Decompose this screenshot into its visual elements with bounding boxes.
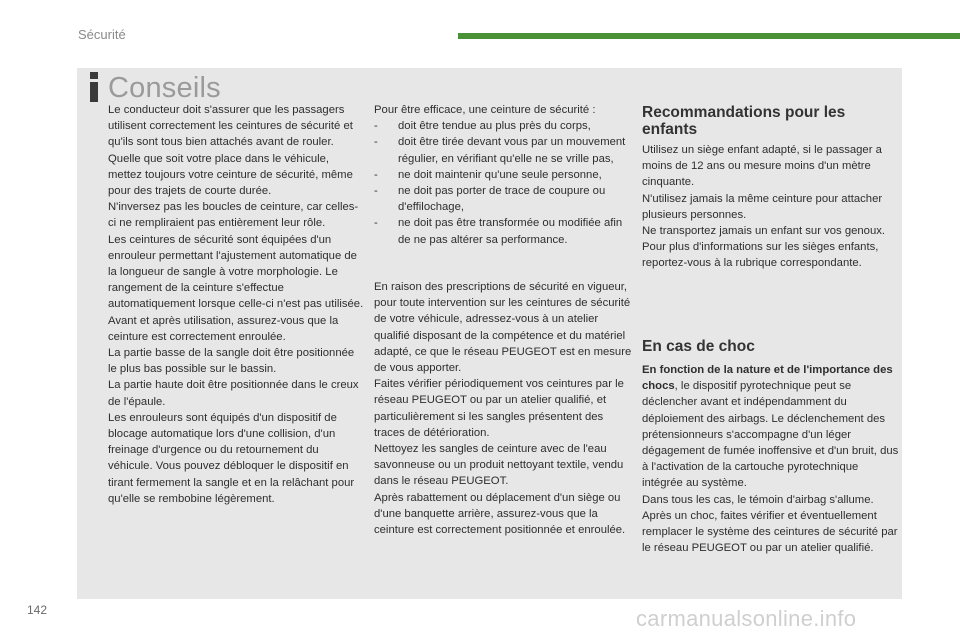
paragraph: Faites vérifier périodiquement vos ceintures par le réseau PEUGEOT ou par un atelier qualifié, et particulièrement si les sangles présentent des traces de détérioration. — [374, 378, 624, 439]
bold-lead: En fonction de la nature et de l'importance des chocs — [642, 364, 893, 393]
paragraph: N'utilisez jamais la même ceinture pour attacher plusieurs personnes. — [642, 192, 883, 221]
paragraph: Dans tous les cas, le témoin d'airbag s'allume. — [642, 493, 874, 506]
paragraph: N'inversez pas les boucles de ceinture, car celles-ci ne rempliraient pas entièrement leur rôle. — [108, 201, 359, 230]
paragraph: Avant et après utilisation, assurez-vous que la ceinture est correctement enroulée. — [108, 314, 339, 343]
list-item: - ne doit pas être transformée ou modifiée afin de ne pas altérer sa performance. — [374, 215, 632, 247]
heading-children: Recommandations pour les enfants — [642, 104, 846, 138]
info-icon — [87, 72, 101, 102]
paragraph: Nettoyez les sangles de ceinture avec de l'eau savonneuse ou un produit nettoyant textile, vendu dans le réseau PEUGEOT. — [374, 443, 624, 488]
list-item: - ne doit pas porter de trace de coupure ou d'effilochage, — [374, 183, 632, 215]
info-icon-stem — [90, 82, 98, 102]
column-belt-requirements — [374, 102, 632, 248]
column-crash — [642, 362, 900, 556]
paragraph: Après un choc, faites vérifier et éventuellement remplacer le système des ceintures de sécurité par le réseau PEUGEOT ou par un atelier qualifié. — [642, 509, 898, 555]
watermark: carmanualsonline.info — [636, 606, 857, 631]
page-number: 142 — [27, 603, 48, 617]
list-item: - ne doit maintenir qu'une seule personne, — [374, 167, 632, 183]
info-icon-dot — [90, 72, 98, 79]
paragraph: Les enrouleurs sont équipés d'un dispositif de blocage automatique lors d'une collision, d'un freinage d'urgence ou du retournement du véhicule. Vous pouvez débloquer le dispositif en tirant fermement la sangle et en la relâchant pour qu'elle se rembobine légèrement. — [108, 411, 355, 505]
requirements-list — [374, 118, 632, 248]
section-title: Sécurité — [78, 27, 126, 42]
panel-title: Conseils — [108, 72, 221, 104]
paragraph: Les ceintures de sécurité sont équipées d'un enrouleur permettant l'ajustement automatique de la longueur de sangle à votre morphologie. Le rangement de la ceinture s'effectue automatiquement lorsque celle-ci n'est pas utilisée. — [108, 233, 364, 311]
lead-rest: , le dispositif pyrotechnique peut se déclencher avant et indépendamment du déploiement des airbags. Le déclenchement des prétensionneurs s'accompagne d'un léger dégagement de fumée inoffensive et d'un bruit, dus à l'activation de la cartouche pyrotechnique intégrée au système. — [642, 380, 899, 490]
paragraph: En raison des prescriptions de sécurité en vigueur, pour toute intervention sur les ceintures de sécurité de votre véhicule, adressez-vous à un atelier qualifié disposant de la compétence et du matériel adapté, ce que le réseau PEUGEOT est en mesure de vous apporter. — [374, 281, 632, 375]
paragraph: Ne transportez jamais un enfant sur vos genoux. — [642, 225, 886, 238]
paragraph: Utilisez un siège enfant adapté, si le passager a moins de 12 ans ou mesure moins d'un mètre cinquante. — [642, 144, 882, 189]
column-general-advice — [108, 102, 366, 507]
list-intro: Pour être efficace, une ceinture de sécurité : — [374, 104, 596, 116]
list-item: - doit être tirée devant vous par un mouvement régulier, en vérifiant qu'elle ne se vrille pas, — [374, 134, 632, 166]
paragraph: Après rabattement ou déplacement d'un siège ou d'une banquette arrière, assurez-vous que la ceinture est correctement positionnée et enroulée. — [374, 491, 626, 537]
list-item: - doit être tendue au plus près du corps, — [374, 118, 632, 134]
paragraph — [642, 362, 900, 492]
paragraph: Quelle que soit votre place dans le véhicule, mettez toujours votre ceinture de sécurité, même pour des trajets de courte durée. — [108, 152, 353, 198]
paragraph: La partie basse de la sangle doit être positionnée le plus bas possible sur le bassin. — [108, 347, 355, 376]
paragraph: Le conducteur doit s'assurer que les passagers utilisent correctement les ceintures de sécurité et qu'ils sont tous bien attachés avant de rouler. — [108, 104, 353, 149]
paragraph: Pour plus d'informations sur les sièges enfants, reportez-vous à la rubrique correspondante. — [642, 241, 879, 270]
paragraph: La partie haute doit être positionnée dans le creux de l'épaule. — [108, 379, 359, 408]
column-children — [642, 142, 900, 272]
heading-crash: En cas de choc — [642, 338, 755, 355]
header-accent-bar — [458, 33, 960, 39]
column-maintenance — [374, 279, 632, 538]
